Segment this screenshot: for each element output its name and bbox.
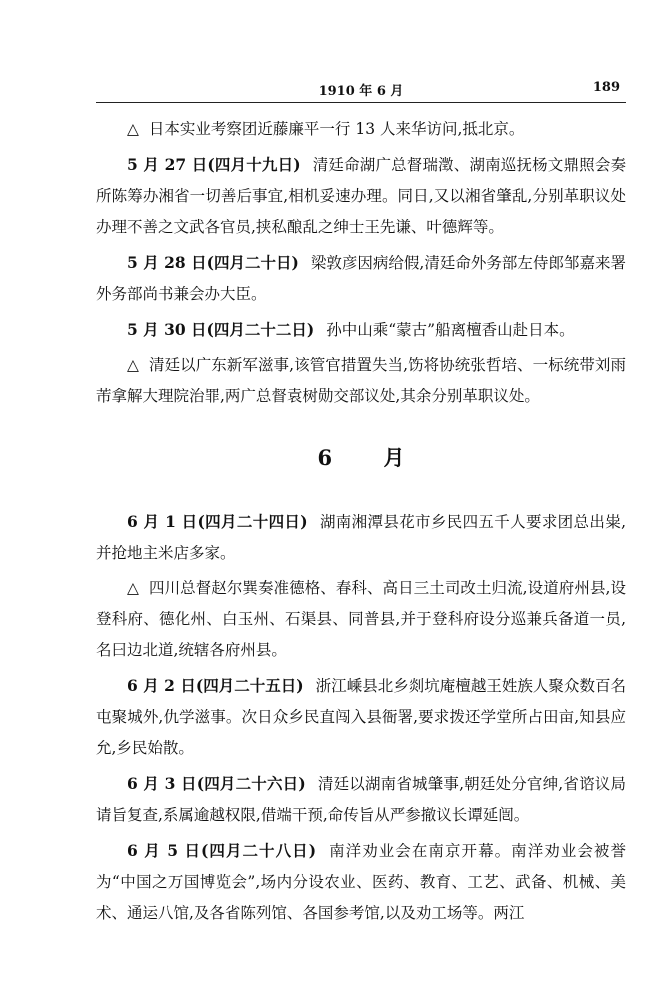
- entry-date: 5 月 27 日(四月十九日): [127, 155, 301, 174]
- entry-text: 孙中山乘“蒙古”船离檀香山赴日本。: [326, 321, 575, 339]
- entry-text: 清廷以广东新军滋事,该管官措置失当,饬将协统张哲培、一标统带刘雨芾拿解大理院治罪,两广总督袁树勋交部议处,其余分别革职议处。: [96, 356, 627, 405]
- entry-date: 6 月 1 日(四月二十四日): [127, 512, 308, 531]
- entry-text: 湖南湘潭县花市乡民四五千人要求团总出粜,并抢地主米店多家。: [96, 513, 626, 562]
- entry-text: 日本实业考察团近藤廉平一行 13 人来华访问,抵北京。: [148, 120, 525, 138]
- entry-date: 5 月 28 日(四月二十日): [127, 253, 299, 272]
- entry-text: 梁敦彦因病给假,清廷命外务部左侍郎邹嘉来署外务部尚书兼会办大臣。: [96, 254, 626, 303]
- running-header-date: 1910 年 6 月: [318, 84, 404, 99]
- entry-text: 南洋劝业会在南京开幕。南洋劝业会被誉为“中国之万国博览会”,场内分设农业、医药、教育、工艺、武备、机械、美术、通运八馆,及各省陈列馆、各国参考馆,以及劝工场等。两江: [96, 842, 626, 922]
- month-heading: 6 月: [317, 445, 427, 470]
- triangle-marker: △: [127, 579, 139, 597]
- entry-paragraph: [96, 670, 626, 764]
- entry-paragraph: [96, 314, 626, 346]
- entry-date: 6 月 2 日(四月二十五日): [127, 676, 304, 695]
- entry-paragraph: [96, 149, 626, 243]
- entry-date: 6 月 3 日(四月二十六日): [127, 774, 306, 793]
- entry-paragraph: [96, 506, 626, 569]
- entry-paragraph: [96, 768, 626, 831]
- entry-paragraph: [96, 114, 626, 145]
- entry-paragraph: [96, 573, 626, 666]
- entry-paragraph: [96, 835, 626, 929]
- entry-text: 清廷以湖南省城肇事,朝廷处分官绅,省谘议局请旨复查,系属逾越权限,借端干预,命传旨从严参撤议长谭延闿。: [96, 775, 626, 824]
- entry-paragraph: [96, 247, 626, 310]
- page-body: [96, 114, 626, 933]
- entry-date: 6 月 5 日(四月二十八日): [127, 841, 317, 860]
- page-header: [96, 78, 626, 103]
- entry-date: 5 月 30 日(四月二十二日): [127, 320, 315, 339]
- entry-text: 浙江嵊县北乡剡坑庵檀越王姓族人聚众数百名屯聚城外,仇学滋事。次日众乡民直闯入县衙署,要求拨还学堂所占田亩,知县应允,乡民始散。: [96, 677, 626, 757]
- entry-text: 清廷命湖广总督瑞澂、湖南巡抚杨文鼎照会奏所陈筹办湘省一切善后事宜,相机妥速办理。同日,又以湘省肇乱,分别革职议处办理不善之文武各官员,挟私酿乱之绅士王先谦、叶德辉等。: [96, 156, 626, 236]
- triangle-marker: △: [127, 356, 139, 374]
- triangle-marker: △: [127, 120, 139, 138]
- page-number: 189: [592, 80, 620, 95]
- entry-text: 四川总督赵尔巽奏准德格、春科、高日三土司改土归流,设道府州县,设登科府、德化州、白玉州、石渠县、同普县,并于登科府设分巡兼兵备道一员,名曰边北道,统辖各府州县。: [96, 579, 627, 659]
- entry-paragraph: [96, 350, 626, 412]
